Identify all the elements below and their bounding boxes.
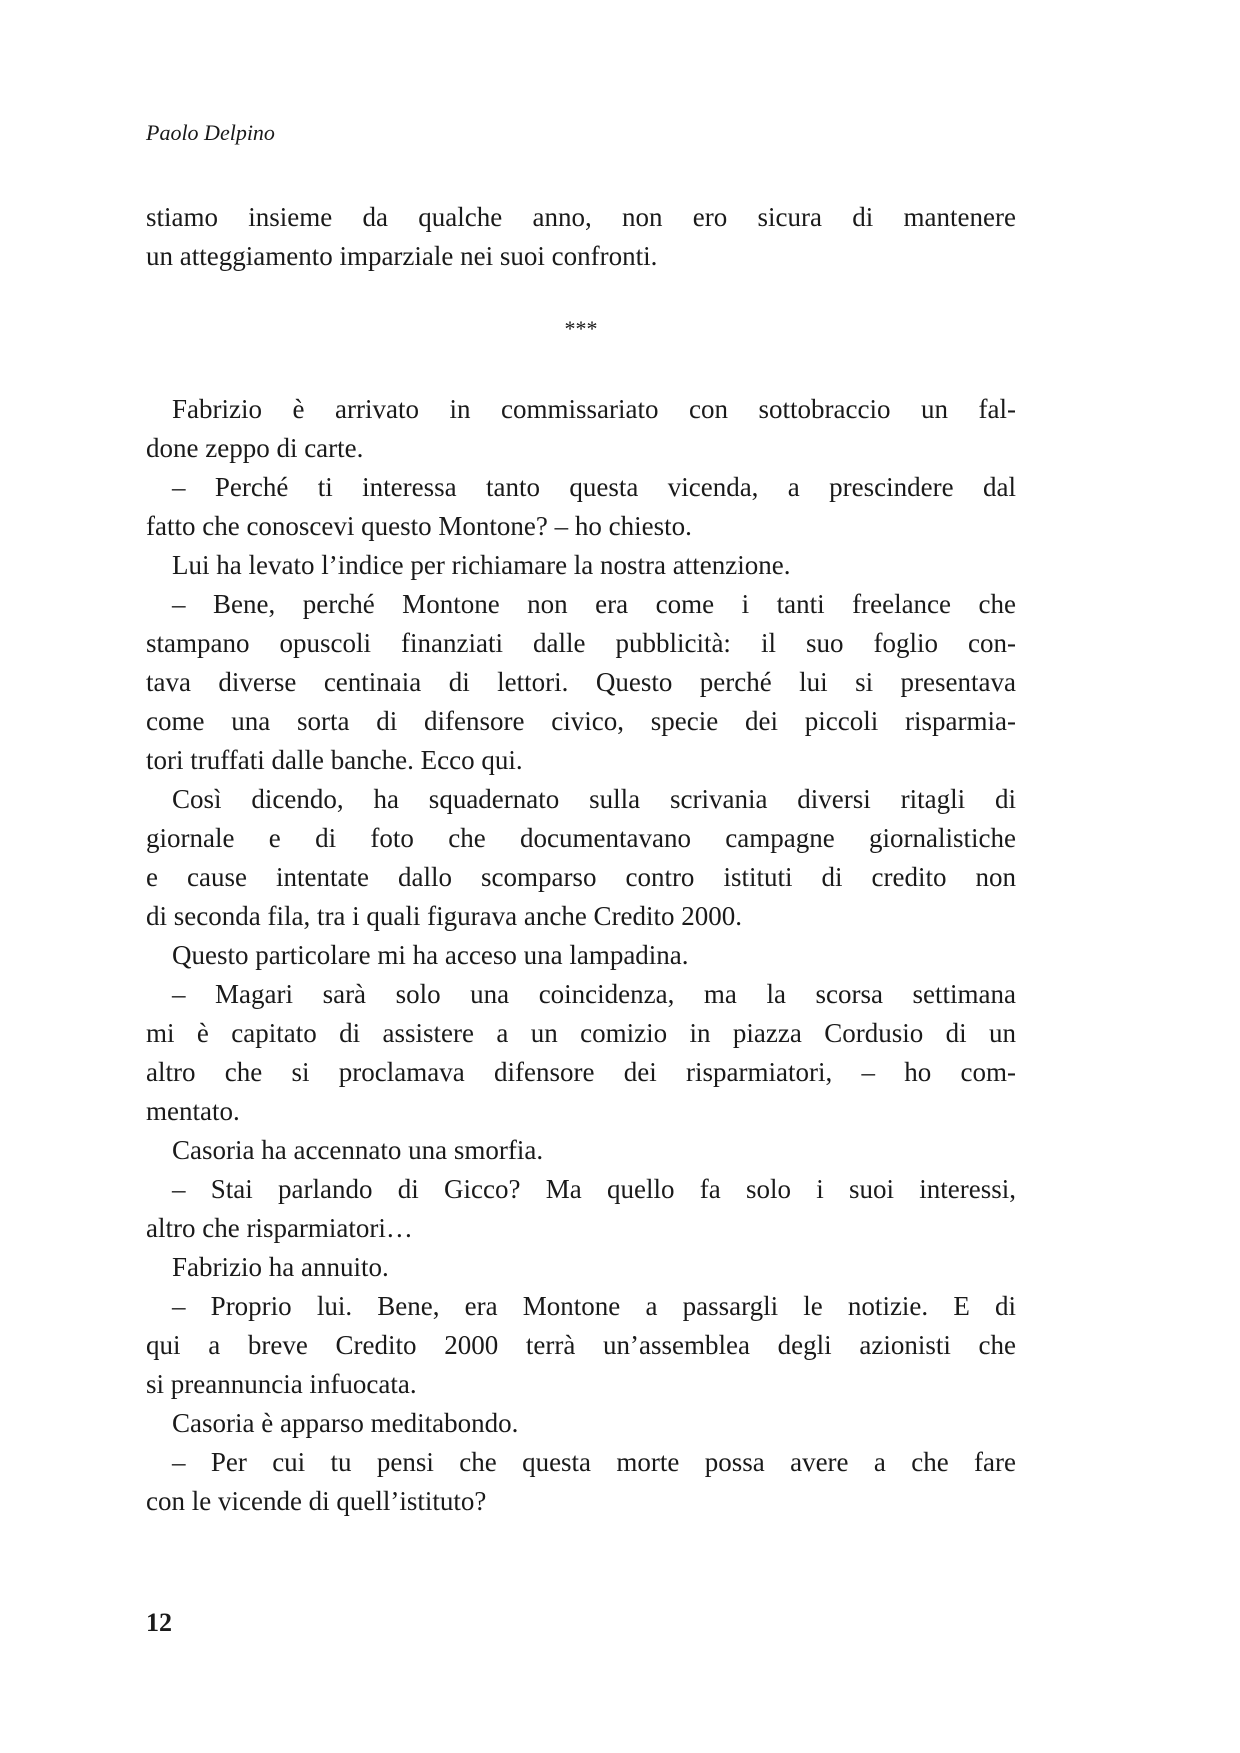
text-line: come una sorta di difensore civico, specie dei piccoli risparmia- (146, 706, 1016, 736)
text-line: altro che risparmiatori… (146, 1213, 413, 1243)
text-line: un atteggiamento imparziale nei suoi confronti. (146, 241, 658, 271)
text-line: Fabrizio è arrivato in commissariato con sottobraccio un fal- (172, 394, 1016, 424)
text-line: stampano opuscoli finanziati dalle pubblicità: il suo foglio con- (146, 628, 1016, 658)
text-line: giornale e di foto che documentavano campagne giornalistiche (146, 823, 1016, 853)
text-line: Lui ha levato l’indice per richiamare la nostra attenzione. (172, 550, 791, 580)
section-separator: *** (564, 316, 598, 341)
running-header-author: Paolo Delpino (146, 120, 275, 145)
text-line: tava diverse centinaia di lettori. Questo perché lui si presentava (146, 667, 1016, 697)
text-line: done zeppo di carte. (146, 433, 364, 463)
text-line: – Perché ti interessa tanto questa vicenda, a prescindere dal (172, 472, 1016, 502)
text-line: Questo particolare mi ha acceso una lampadina. (172, 940, 689, 970)
text-line: qui a breve Credito 2000 terrà un’assemblea degli azionisti che (146, 1330, 1016, 1360)
text-line: di seconda fila, tra i quali figurava anche Credito 2000. (146, 901, 743, 931)
page-number: 12 (146, 1608, 172, 1637)
text-line: altro che si proclamava difensore dei risparmiatori, – ho com- (146, 1057, 1016, 1087)
text-line: – Proprio lui. Bene, era Montone a passargli le notizie. E di (172, 1291, 1016, 1321)
text-line: Fabrizio ha annuito. (172, 1252, 389, 1282)
text-line: stiamo insieme da qualche anno, non ero sicura di mantenere (146, 202, 1016, 232)
text-line: mi è capitato di assistere a un comizio in piazza Cordusio di un (146, 1018, 1016, 1048)
text-line: Casoria è apparso meditabondo. (172, 1408, 519, 1438)
text-line: mentato. (146, 1096, 240, 1126)
text-line: – Stai parlando di Gicco? Ma quello fa solo i suoi interessi, (172, 1174, 1016, 1204)
text-line: tori truffati dalle banche. Ecco qui. (146, 745, 523, 775)
text-line: Casoria ha accennato una smorfia. (172, 1135, 544, 1165)
text-line: si preannuncia infuocata. (146, 1369, 417, 1399)
text-line: Così dicendo, ha squadernato sulla scrivania diversi ritagli di (172, 784, 1016, 814)
text-block-body (146, 390, 1016, 1521)
text-line: con le vicende di quell’istituto? (146, 1486, 487, 1516)
text-line: – Per cui tu pensi che questa morte possa avere a che fare (172, 1447, 1016, 1477)
text-line: fatto che conoscevi questo Montone? – ho chiesto. (146, 511, 692, 541)
text-line: – Bene, perché Montone non era come i tanti freelance che (172, 589, 1016, 619)
text-block-top (146, 198, 1016, 276)
text-line: – Magari sarà solo una coincidenza, ma la scorsa settimana (172, 979, 1016, 1009)
text-line: e cause intentate dallo scomparso contro istituti di credito non (146, 862, 1016, 892)
